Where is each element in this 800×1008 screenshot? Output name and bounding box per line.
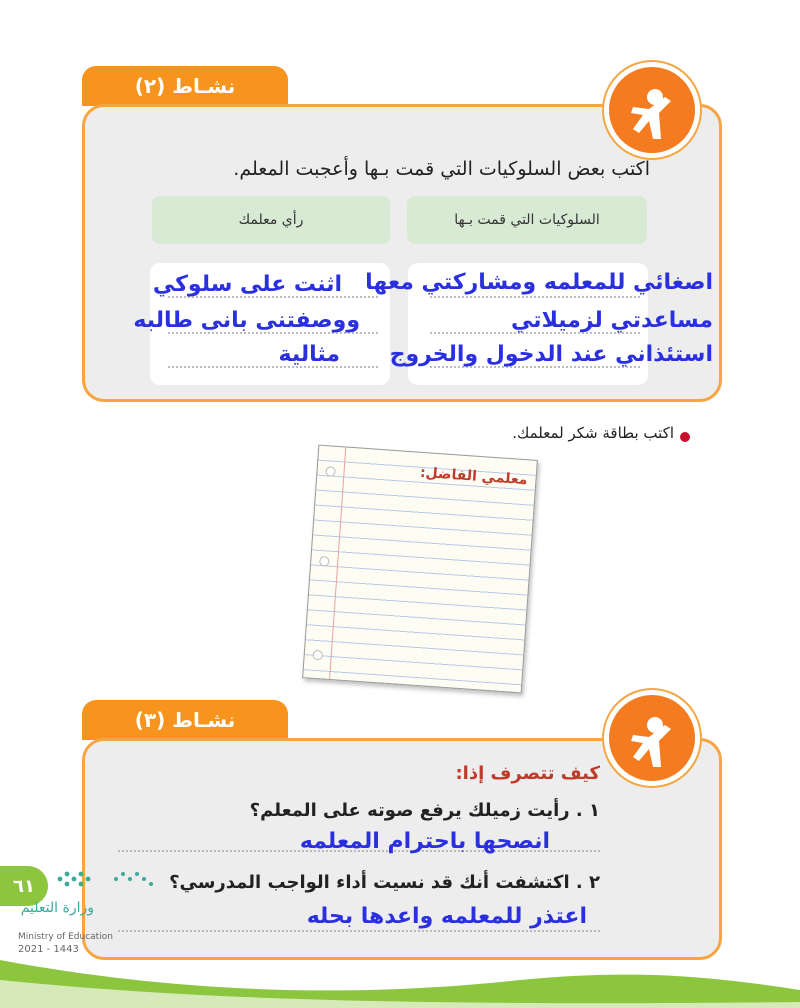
card-salutation: معلمي الفاضل:	[419, 464, 529, 489]
activity2-header: نشـاط (٢)	[82, 66, 288, 106]
activity-badge-icon	[604, 62, 700, 158]
ministry-logo-icon	[56, 868, 156, 894]
ministry-name-en: Ministry of Education	[18, 932, 113, 942]
activity-badge-icon	[604, 690, 700, 786]
ministry-years: 2021 - 1443	[18, 944, 79, 955]
dotted-line	[430, 296, 640, 298]
opinion-answer-2: ووصفتنى بانى طالبه	[133, 308, 360, 333]
page-number-badge: ٦١	[0, 866, 48, 906]
answer-1: انصحها باحترام المعلمه	[299, 829, 550, 854]
paper-hole	[312, 650, 323, 661]
col-header-opinion: رأي معلمك	[152, 196, 390, 244]
question-1: ١ . رأيت زميلك يرفع صوته على المعلم؟	[249, 800, 600, 821]
footer-wave	[0, 920, 800, 1008]
behavior-answer-1: اصغائي للمعلمه ومشاركتي معها	[365, 270, 713, 295]
thank-you-card-paper	[302, 445, 538, 694]
card-instruction: اكتب بطاقة شكر لمعلمك.	[512, 424, 674, 442]
activity3-prompt: كيف تتصرف إذا:	[455, 763, 600, 784]
paper-hole	[325, 466, 336, 477]
behavior-answer-2: مساعدتي لزميلاتي	[511, 308, 713, 333]
bullet-icon	[680, 432, 690, 442]
question-2: ٢ . اكتشفت أنك قد نسيت أداء الواجب المدرسي؟	[169, 872, 600, 893]
activity3-header: نشـاط (٣)	[82, 700, 288, 740]
behavior-answer-3: استئذاني عند الدخول والخروج	[389, 342, 713, 367]
activity2-instruction: اكتب بعض السلوكيات التي قمت بـها وأعجبت المعلم.	[233, 158, 650, 180]
answer-2: اعتذر للمعلمه واعدها بحله	[306, 904, 587, 929]
opinion-answer-1: اثنت على سلوكي	[152, 272, 342, 297]
col-header-behaviors: السلوكيات التي قمت بـها	[407, 196, 647, 244]
paper-margin-line	[329, 447, 346, 679]
ministry-name-ar: وزارة التعليم	[20, 900, 94, 916]
paper-hole	[319, 556, 330, 567]
dotted-line	[168, 366, 378, 368]
opinion-answer-3: مثالية	[278, 342, 340, 367]
